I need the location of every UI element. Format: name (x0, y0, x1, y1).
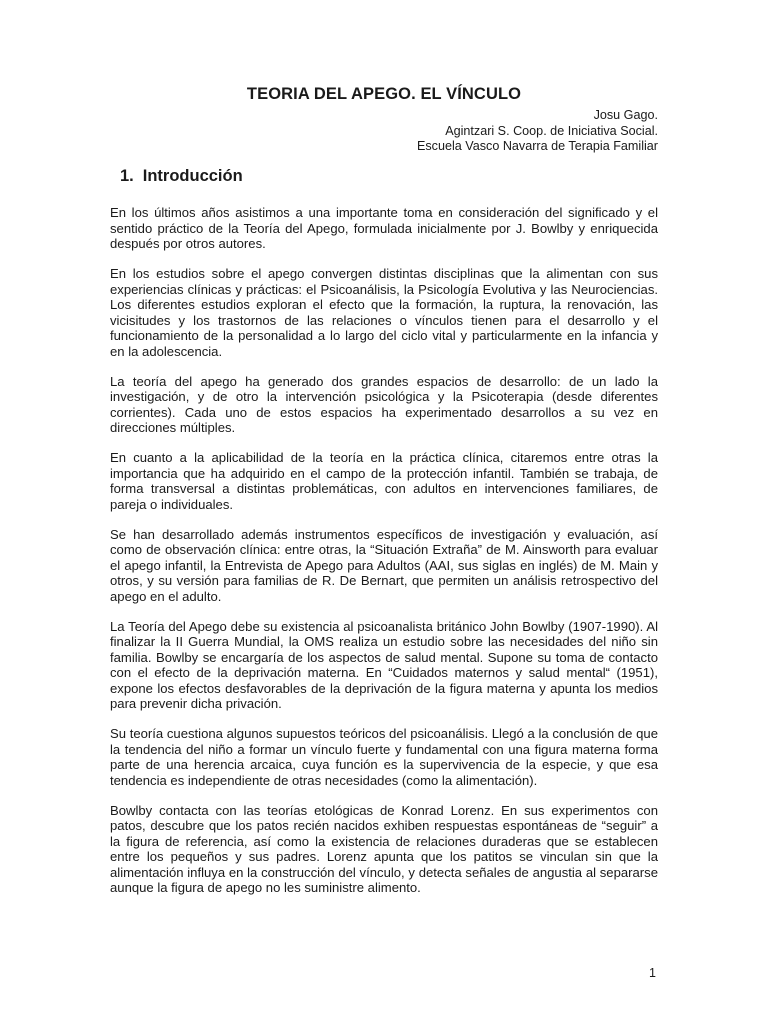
body-text (110, 205, 658, 910)
document-title: TEORIA DEL APEGO. EL VÍNCULO (246, 85, 522, 103)
author-organization: Agintzari S. Coop. de Iniciativa Social. (445, 123, 658, 138)
author-name: Josu Gago. (593, 108, 658, 122)
paragraph: La teoría del apego ha generado dos grandes espacios de desarrollo: de un lado la investigación, y de otro la intervención psicológica y la Psicoterapia (desde diferentes corrientes). Cada uno de estos espacios ha experimentado desarrollos a su vez en direcciones múltiples. (110, 373, 658, 435)
section-number: 1. (120, 167, 134, 185)
page-number: 1 (649, 966, 656, 980)
author-school: Escuela Vasco Navarra de Terapia Familiar (416, 139, 658, 153)
paragraph: La Teoría del Apego debe su existencia al psicoanalista británico John Bowlby (1907-1990). Al finalizar la II Guerra Mundial, la OMS realiza un estudio sobre las necesidades del niño sin familia. Bowlby se encargaría de los aspectos de salud mental. Supone su toma de contacto con el efecto de la deprivación materna. En “Cuidados maternos y salud mental“ (1951), expone los efectos desfavorables de la deprivación de la figura materna y apunta los medios para prevenir dicha privación. (110, 618, 658, 711)
paragraph: En los estudios sobre el apego convergen distintas disciplinas que la alimentan con sus experiencias clínicas y prácticas: el Psicoanálisis, la Psicología Evolutiva y las Neurociencias. Los diferentes estudios exploran el efecto que la formación, la ruptura, la renovación, las vicisitudes y los trastornos de las relaciones o vínculos tienen para el desarrollo y el funcionamiento de la personalidad a lo largo del ciclo vital y particularmente en la infancia y en la adolescencia. (110, 266, 658, 359)
section-title: Introducción (142, 167, 243, 185)
paragraph: Se han desarrollado además instrumentos específicos de investigación y evaluación, así como de observación clínica: entre otras, la “Situación Extraña” de M. Ainsworth para evaluar el apego infantil, la Entrevista de Apego para Adultos (AAI, sus siglas en inglés) de M. Main y otros, y su versión para familias de R. De Bernart, que permiten un análisis retrospectivo del apego en el adulto. (110, 526, 658, 604)
paragraph: En los últimos años asistimos a una importante toma en consideración del significado y el sentido práctico de la Teoría del Apego, formulada inicialmente por J. Bowlby y enriquecida después por otros autores. (110, 205, 658, 251)
section-heading (120, 167, 243, 186)
author-block (258, 108, 658, 155)
paragraph: Bowlby contacta con las teorías etológicas de Konrad Lorenz. En sus experimentos con patos, descubre que los patos recién nacidos exhiben respuestas espontáneas de “seguir” a la figura de referencia, así como la existencia de relaciones duraderas que se establecen entre los pequeños y sus padres. Lorenz apunta que los patitos se vinculan sin que la alimentación influya en la construcción del vínculo, y detecta señales de angustia al separarse aunque la figura de apego no les suministre alimento. (110, 802, 658, 895)
paragraph: Su teoría cuestiona algunos supuestos teóricos del psicoanálisis. Llegó a la conclusión de que la tendencia del niño a formar un vínculo fuerte y fundamental con una figura materna forma parte de una herencia arcaica, cuya función es la supervivencia de la especie, y que esa tendencia es independiente de otras necesidades (como la alimentación). (110, 726, 658, 788)
paragraph: En cuanto a la aplicabilidad de la teoría en la práctica clínica, citaremos entre otras la importancia que ha adquirido en el campo de la protección infantil. También se trabaja, de forma transversal a distintas problemáticas, con adultos en intervenciones familiares, de pareja o individuales. (110, 450, 658, 512)
